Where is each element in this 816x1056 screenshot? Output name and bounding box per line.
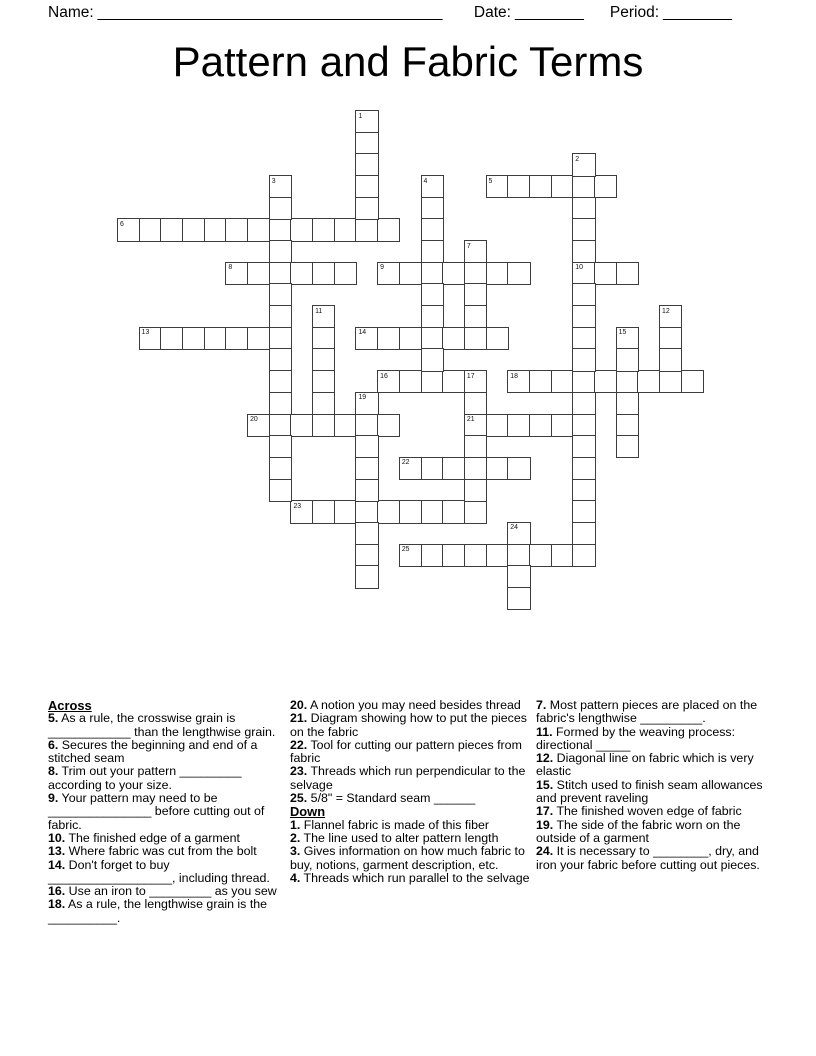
cell-number: 14 [358,329,367,337]
grid-cell[interactable] [464,544,487,567]
grid-cell[interactable] [269,479,292,502]
across-heading: Across [48,698,92,713]
grid-cell[interactable] [572,500,595,523]
clue-number: 21. [290,711,308,726]
clue-down-1: 1. Flannel fabric is made of this fiber [290,817,490,832]
grid-cell[interactable] [421,500,444,523]
grid-cell[interactable] [312,262,335,285]
grid-cell[interactable] [572,348,595,371]
grid-cell[interactable] [269,457,292,480]
grid-cell[interactable] [572,305,595,328]
grid-cell[interactable] [421,283,444,306]
grid-cell[interactable] [247,262,270,285]
grid-cell[interactable] [225,327,248,350]
grid-cell[interactable] [464,392,487,415]
grid-cell[interactable] [616,370,639,393]
grid-cell[interactable] [377,414,400,437]
grid-cell[interactable] [334,500,357,523]
clue-across-20: 20. A notion you may need besides thread [290,698,521,712]
grid-cell[interactable] [312,414,335,437]
grid-cell[interactable] [551,414,574,437]
grid-cell[interactable] [269,392,292,415]
grid-cell[interactable] [529,544,552,567]
grid-cell[interactable] [421,218,444,241]
cell-number: 2 [575,155,580,163]
grid-cell[interactable] [572,240,595,263]
clue-number: 13. [48,844,66,859]
grid-cell[interactable] [507,565,530,588]
grid-cell[interactable] [334,218,357,241]
clue-number: 1. [290,817,301,832]
grid-cell[interactable] [464,283,487,306]
grid-cell[interactable] [507,414,530,437]
clue-across-22: 22. Tool for cutting our pattern pieces from fabric [290,737,522,766]
grid-cell[interactable] [572,392,595,415]
grid-cell[interactable] [204,327,227,350]
clue-number: 17. [536,804,554,819]
grid-cell[interactable] [269,197,292,220]
grid-cell[interactable] [572,457,595,480]
grid-cell[interactable] [399,370,422,393]
grid-cell[interactable] [572,435,595,458]
cell-number: 3 [271,177,276,185]
cell-number: 11 [315,307,323,315]
grid-cell[interactable] [312,370,335,393]
grid-cell[interactable] [312,348,335,371]
clue-across-6: 6. Secures the beginning and end of a stitched seam [48,737,258,766]
cell-number: 18 [510,372,518,380]
cell-number: 9 [380,264,384,272]
page-title: Pattern and Fabric Terms [172,38,644,85]
cell-number: 6 [120,220,124,228]
grid-cell[interactable] [204,218,227,241]
grid-cell[interactable] [572,327,595,350]
grid-cell[interactable] [659,370,682,393]
grid-cell[interactable] [616,348,639,371]
cell-number: 20 [250,416,258,424]
grid-cell[interactable] [572,414,595,437]
grid-cell[interactable] [182,327,205,350]
grid-cell[interactable] [312,500,335,523]
grid-cell[interactable] [355,153,378,176]
grid-cell[interactable] [551,175,574,198]
grid-cell[interactable] [572,522,595,545]
cell-number: 4 [423,177,428,185]
grid-cell[interactable] [355,500,378,523]
clue-number: 22. [290,737,308,752]
grid-cell[interactable] [464,262,487,285]
grid-cell[interactable] [507,457,530,480]
grid-cell[interactable] [572,479,595,502]
clue-across-18: 18. As a rule, the lengthwise grain is the __________. [48,897,268,925]
cell-number: 13 [141,329,150,337]
grid-cell[interactable] [139,218,162,241]
grid-cell[interactable] [421,348,444,371]
grid-cell[interactable] [399,262,422,285]
grid-cell[interactable] [421,457,444,480]
grid-cell[interactable] [421,327,444,350]
grid-cell[interactable] [355,132,378,155]
clue-down-2: 2. The line used to alter pattern length [290,830,499,845]
grid-cell[interactable] [421,305,444,328]
grid-cell[interactable] [377,327,400,350]
grid-cell[interactable] [421,262,444,285]
grid-cell[interactable] [269,262,292,285]
clue-across-23: 23. Threads which run perpendicular to the selvage [290,764,526,792]
grid-cell[interactable] [594,370,617,393]
grid-cell[interactable] [637,370,660,393]
grid-cell[interactable] [182,218,205,241]
clue-number: 12. [536,751,554,766]
grid-cell[interactable] [442,327,465,350]
clue-number: 7. [536,698,547,712]
grid-cell[interactable] [160,327,183,350]
grid-cell[interactable] [355,565,378,588]
name-blank-line[interactable]: ________________________________________ [97,4,443,21]
clue-across-10: 10. The finished edge of a garment [48,830,240,845]
date-label: Date: [473,4,511,21]
clue-number: 9. [48,791,59,806]
clue-number: 19. [536,817,554,832]
grid-cell[interactable] [464,327,487,350]
clue-down-4: 4. Threads which run parallel to the selvage [290,870,530,885]
grid-cell[interactable] [312,392,335,415]
cell-number: 1 [358,112,363,120]
clues-column-2 [290,699,530,885]
grid-cell[interactable] [464,500,487,523]
clue-number: 25. [290,791,308,806]
grid-cell[interactable] [421,240,444,263]
grid-cell[interactable] [486,544,509,567]
grid-cell[interactable] [355,218,378,241]
clue-number: 8. [48,764,59,779]
grid-cell[interactable] [290,218,313,241]
grid-cell[interactable] [269,370,292,393]
date-blank-line[interactable]: ________ [514,4,584,21]
clue-number: 24. [536,844,554,859]
clue-across-5: 5. As a rule, the crosswise grain is ____________ than the lengthwise grain. [48,711,276,739]
grid-cell[interactable] [377,218,400,241]
grid-cell[interactable] [616,262,639,285]
clue-down-12: 12. Diagonal line on fabric which is very elastic [536,751,754,779]
clue-down-17: 17. The finished woven edge of fabric [536,804,742,819]
grid-cell[interactable] [269,327,292,350]
clue-number: 2. [290,830,301,845]
grid-cell[interactable] [269,218,292,241]
grid-cell[interactable] [355,414,378,437]
clue-number: 3. [290,844,301,859]
grid-cell[interactable] [312,218,335,241]
grid-cell[interactable] [355,522,378,545]
grid-cell[interactable] [507,262,530,285]
grid-cell[interactable] [594,262,617,285]
grid-cell[interactable] [355,435,378,458]
grid-cell[interactable] [594,175,617,198]
grid-cell[interactable] [551,544,574,567]
grid-cell[interactable] [290,414,313,437]
grid-cell[interactable] [269,348,292,371]
clue-down-15: 15. Stitch used to finish seam allowances and prevent raveling [536,777,763,806]
clue-number: 16. [48,884,66,899]
grid-cell[interactable] [486,262,509,285]
grid-cell[interactable] [442,457,465,480]
grid-cell[interactable] [421,544,444,567]
grid-cell[interactable] [572,544,595,567]
clue-across-14: 14. Don't forget to buy __________________, including thread. [48,857,270,885]
grid-cell[interactable] [486,457,509,480]
cell-number: 17 [466,372,475,380]
grid-cell[interactable] [355,457,378,480]
grid-cell[interactable] [334,262,357,285]
grid-cell[interactable] [572,175,595,198]
clue-number: 20. [290,698,308,712]
grid-cell[interactable] [681,370,704,393]
grid-cell[interactable] [507,175,530,198]
grid-cell[interactable] [334,414,357,437]
cell-number: 21 [466,416,475,424]
grid-cell[interactable] [572,218,595,241]
grid-cell[interactable] [269,414,292,437]
grid-cell[interactable] [616,392,639,415]
cell-number: 12 [662,307,670,315]
cell-number: 25 [401,546,410,554]
clue-across-8: 8. Trim out your pattern _________ according to your size. [48,764,242,792]
cell-number: 5 [488,177,493,185]
clue-number: 5. [48,711,59,726]
grid-cell[interactable] [355,175,378,198]
grid-cell[interactable] [269,240,292,263]
grid-cell[interactable] [290,262,313,285]
grid-cell[interactable] [355,544,378,567]
name-label: Name: [48,4,94,21]
grid-cell[interactable] [572,197,595,220]
grid-cell[interactable] [269,283,292,306]
cell-number: 19 [358,394,367,402]
grid-cell[interactable] [442,262,465,285]
grid-cell[interactable] [247,218,270,241]
clue-number: 11. [536,724,553,739]
grid-cell[interactable] [269,305,292,328]
clue-number: 14. [48,857,66,872]
grid-cell[interactable] [486,414,509,437]
clue-down-7: 7. Most pattern pieces are placed on the fabric's lengthwise _________. [536,698,758,726]
grid-cell[interactable] [464,435,487,458]
grid-cell[interactable] [616,414,639,437]
clue-number: 10. [48,830,66,845]
clue-number: 23. [290,764,308,779]
grid-cell[interactable] [572,370,595,393]
period-blank-line[interactable]: ________ [663,4,732,21]
clue-down-11: 11. Formed by the weaving process: directional _____ [536,724,736,752]
grid-cell[interactable] [529,175,552,198]
cell-number: 15 [618,329,627,337]
grid-cell[interactable] [442,370,465,393]
grid-cell[interactable] [399,500,422,523]
grid-cell[interactable] [421,197,444,220]
grid-cell[interactable] [160,218,183,241]
grid-cell[interactable] [464,305,487,328]
grid-cell[interactable] [507,587,530,610]
grid-cell[interactable] [659,348,682,371]
clues-column-1 [48,699,286,925]
clue-number: 18. [48,897,66,912]
cell-number: 10 [575,264,583,272]
grid-cell[interactable] [247,327,270,350]
clue-across-25: 25. 5/8" = Standard seam ______ [290,791,476,806]
clue-number: 4. [290,870,301,885]
grid-cell[interactable] [355,479,378,502]
cell-number: 8 [228,264,233,272]
cell-number: 16 [380,372,388,380]
clue-down-19: 19. The side of the fabric worn on the outside of a garment [536,817,741,845]
cell-number: 23 [293,502,302,510]
cell-number: 24 [510,524,518,532]
clue-down-3: 3. Gives information on how much fabric to buy, notions, garment description, etc. [290,844,525,872]
down-heading: Down [290,804,326,820]
grid-cell[interactable] [442,500,465,523]
grid-cell[interactable] [464,479,487,502]
grid-cell[interactable] [572,283,595,306]
grid-cell[interactable] [225,218,248,241]
clue-number: 15. [536,777,554,792]
period-label: Period: [609,4,660,21]
clue-across-16: 16. Use an iron to _________ as you sew [48,884,277,899]
grid-cell[interactable] [507,544,530,567]
grid-cell[interactable] [399,327,422,350]
grid-cell[interactable] [551,370,574,393]
grid-cell[interactable] [529,370,552,393]
grid-cell[interactable] [269,435,292,458]
cell-number: 7 [466,242,471,250]
grid-cell[interactable] [486,327,509,350]
clue-down-24: 24. It is necessary to ________, dry, and iron your fabric before cutting out pieces. [536,844,760,872]
clue-across-13: 13. Where fabric was cut from the bolt [48,844,257,859]
cell-number: 22 [401,459,410,467]
grid-cell[interactable] [312,327,335,350]
grid-cell[interactable] [421,370,444,393]
clues-column-3 [536,699,768,872]
grid-cell[interactable] [355,197,378,220]
grid-cell[interactable] [529,414,552,437]
clue-across-21: 21. Diagram showing how to put the pieces on the fabric [290,711,527,739]
clue-across-9: 9. Your pattern may need to be _______________ before cutting out of fabric. [48,791,265,832]
clue-number: 6. [48,737,59,752]
grid-cell[interactable] [616,435,639,458]
grid-cell[interactable] [464,457,487,480]
grid-cell[interactable] [659,327,682,350]
grid-cell[interactable] [377,500,400,523]
grid-cell[interactable] [442,544,465,567]
